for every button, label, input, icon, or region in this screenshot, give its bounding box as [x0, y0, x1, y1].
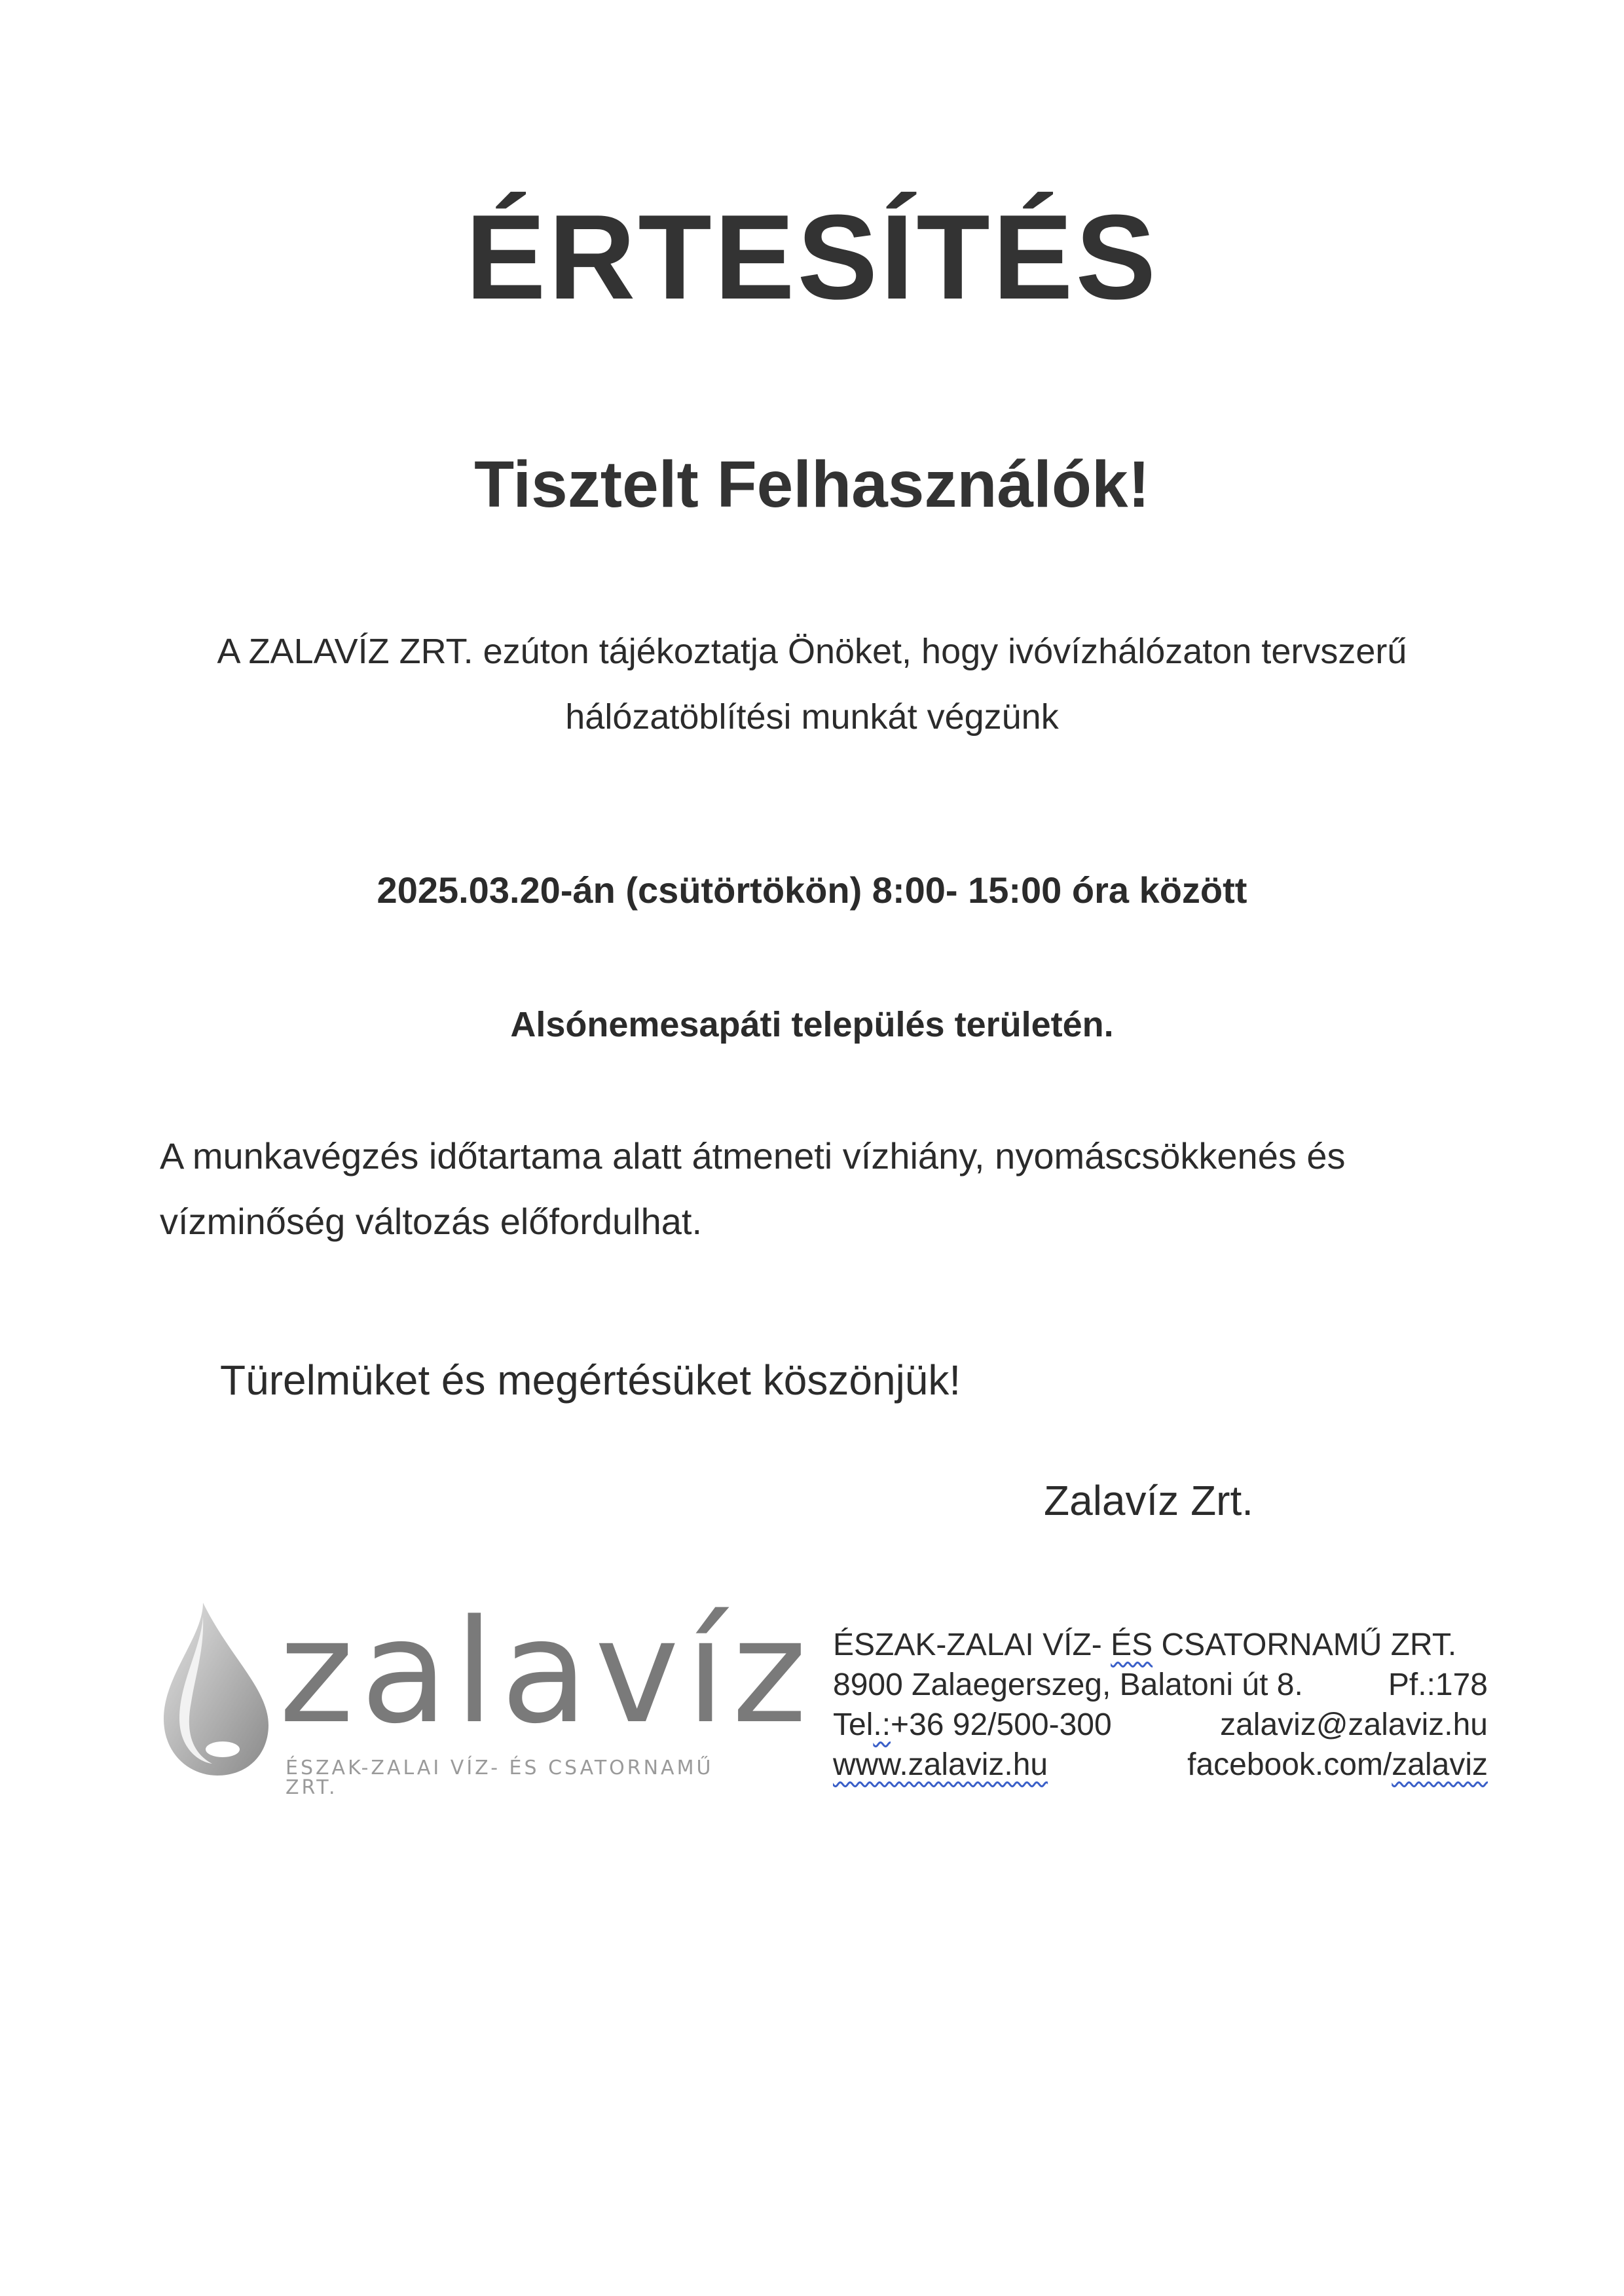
- web-row: [833, 1745, 1488, 1785]
- address: 8900 Zalaegerszeg, Balatoni út 8.: [833, 1667, 1303, 1702]
- notice-title: ÉRTESÍTÉS: [465, 189, 1159, 324]
- intro-line-2: hálózatöblítési munkát végzünk: [565, 697, 1059, 737]
- email-link[interactable]: zalaviz@zalaviz.hu: [1220, 1707, 1488, 1742]
- notice-line-2: vízminőség változás előfordulhat.: [160, 1201, 702, 1242]
- contact-block: [833, 1625, 1488, 1785]
- water-drop-icon: [157, 1597, 275, 1781]
- signature: Zalavíz Zrt.: [1044, 1477, 1254, 1524]
- work-datetime: 2025.03.20-án (csütörtökön) 8:00- 15:00 óra között: [377, 869, 1247, 911]
- zalaviz-logo: [157, 1590, 814, 1799]
- logo-wordmark: zalavíz: [279, 1590, 814, 1755]
- website-link[interactable]: www.zalaviz.hu: [833, 1747, 1048, 1782]
- company-name-es: ÉS: [1111, 1628, 1153, 1662]
- phone-row: [833, 1705, 1488, 1745]
- intro-line-1: A ZALAVÍZ ZRT. ezúton tájékoztatja Önöket, hogy ivóvízhálózaton tervszerű: [217, 632, 1407, 671]
- address-row: [833, 1665, 1488, 1705]
- facebook-link[interactable]: facebook.com/zalaviz: [1187, 1747, 1488, 1782]
- notice-line-1: A munkavégzés időtartama alatt átmeneti vízhiány, nyomáscsökkenés és: [160, 1135, 1346, 1176]
- company-name: ÉSZAK-ZALAI VÍZ- ÉS CSATORNAMŰ ZRT.: [833, 1628, 1457, 1662]
- greeting: Tisztelt Felhasználók!: [474, 448, 1150, 521]
- work-location: Alsónemesapáti település területén.: [510, 1005, 1114, 1044]
- thanks-text: Türelmüket és megértésüket köszönjük!: [220, 1357, 961, 1404]
- logo-tagline: ÉSZAK-ZALAI VÍZ- ÉS CSATORNAMŰ ZRT.: [286, 1757, 714, 1799]
- phone: Tel.:+36 92/500-300: [833, 1707, 1112, 1742]
- pobox: Pf.:178: [1388, 1667, 1488, 1702]
